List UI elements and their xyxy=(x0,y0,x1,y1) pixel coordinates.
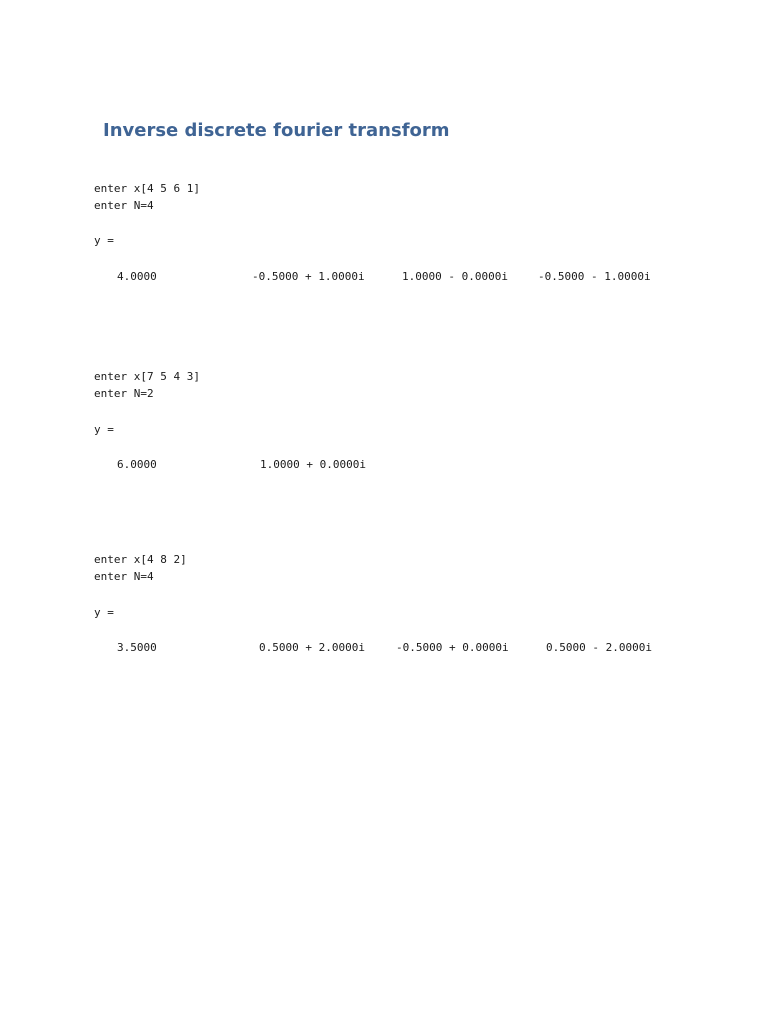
result-value: 4.0000 xyxy=(117,270,157,283)
n-line: enter N=4 xyxy=(94,199,154,212)
y-label: y = xyxy=(94,234,114,247)
output-block-1 xyxy=(94,180,651,283)
result-value: -0.5000 + 1.0000i xyxy=(252,270,365,283)
input-line: enter x[4 5 6 1] xyxy=(94,182,200,195)
result-value: 1.0000 + 0.0000i xyxy=(260,458,366,471)
result-row xyxy=(94,456,366,524)
n-line: enter N=4 xyxy=(94,570,154,583)
result-row xyxy=(94,268,651,370)
output-block-3 xyxy=(94,551,652,654)
y-label: y = xyxy=(94,423,114,436)
result-value: 1.0000 - 0.0000i xyxy=(402,270,508,283)
result-row xyxy=(94,639,652,741)
input-line: enter x[4 8 2] xyxy=(94,553,187,566)
n-line: enter N=2 xyxy=(94,387,154,400)
y-label: y = xyxy=(94,606,114,619)
result-value: -0.5000 + 0.0000i xyxy=(396,641,509,654)
result-value: 0.5000 + 2.0000i xyxy=(259,641,365,654)
result-value: 3.5000 xyxy=(117,641,157,654)
document-title: Inverse discrete fourier transform xyxy=(103,120,450,141)
result-value: -0.5000 - 1.0000i xyxy=(538,270,651,283)
output-block-2 xyxy=(94,368,366,471)
result-value: 6.0000 xyxy=(117,458,157,471)
result-value: 0.5000 - 2.0000i xyxy=(546,641,652,654)
input-line: enter x[7 5 4 3] xyxy=(94,370,200,383)
